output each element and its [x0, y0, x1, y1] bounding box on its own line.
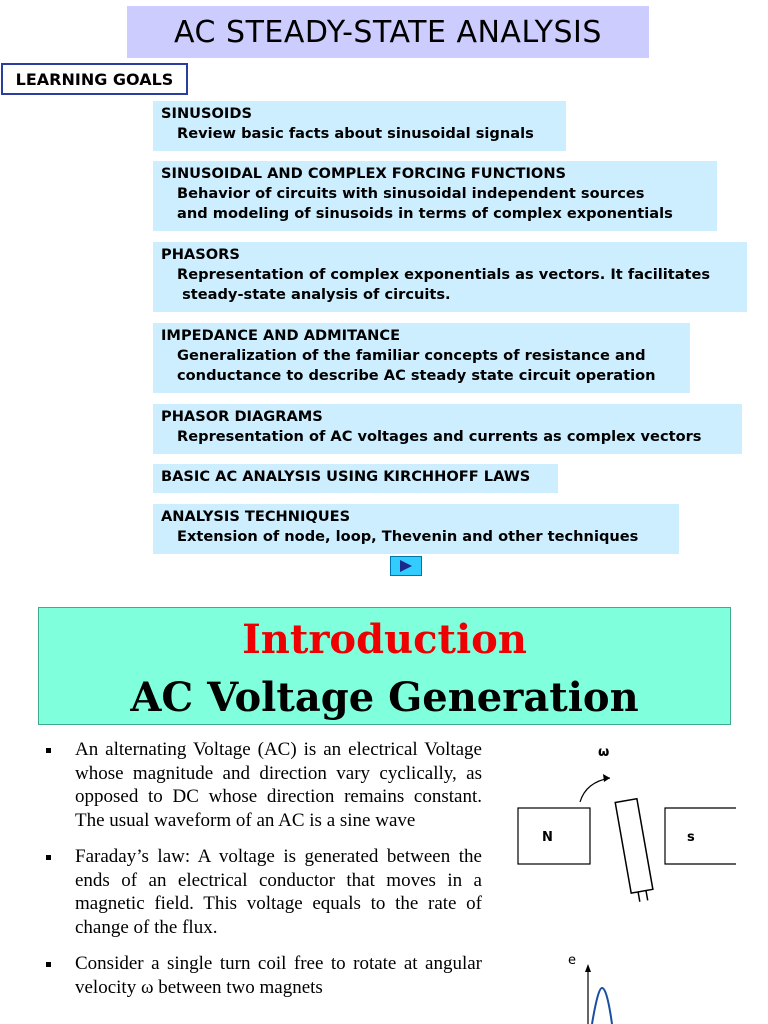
goal-text: conductance to describe AC steady state circuit operation — [177, 367, 656, 384]
goal-sinusoids — [153, 101, 566, 151]
goal-text: steady-state analysis of circuits. — [177, 286, 451, 303]
north-label: N — [542, 830, 553, 845]
goal-heading: BASIC AC ANALYSIS USING KIRCHHOFF LAWS — [161, 468, 531, 485]
goal-text: Review basic facts about sinusoidal signals — [177, 125, 534, 142]
goal-analysis-techniques — [153, 504, 679, 554]
bullet-text: An alternating Voltage (AC) is an electrical Voltage whose magnitude and direction vary cyclically, as opposed to DC whose direction remains constant. The usual waveform of an AC is a sine wave — [75, 739, 482, 831]
axis-e-label: e — [568, 953, 576, 968]
goal-text: Extension of node, loop, Thevenin and other techniques — [177, 528, 639, 545]
bullet-icon — [46, 748, 51, 753]
omega-label: ω — [598, 745, 610, 760]
goal-text: Generalization of the familiar concepts of resistance and — [177, 347, 646, 364]
bullet-item — [40, 738, 482, 832]
page-title: AC STEADY-STATE ANALYSIS — [127, 6, 649, 58]
goal-heading: SINUSOIDS — [161, 105, 252, 122]
goal-phasor-diagrams — [153, 404, 742, 454]
south-label: s — [687, 830, 695, 845]
goal-heading: IMPEDANCE AND ADMITANCE — [161, 327, 401, 344]
bullet-list — [40, 738, 482, 1012]
goal-heading: ANALYSIS TECHNIQUES — [161, 508, 351, 525]
rotation-arrow — [580, 778, 610, 802]
bullet-text: Consider a single turn coil free to rotate at angular velocity ω between two magnets — [75, 953, 482, 998]
goal-kirchhoff — [153, 464, 558, 493]
goal-heading: SINUSOIDAL AND COMPLEX FORCING FUNCTIONS — [161, 165, 567, 182]
rotating-coil — [615, 799, 654, 903]
generator-diagram — [510, 740, 750, 1024]
goal-phasors — [153, 242, 747, 312]
intro-banner — [38, 607, 731, 725]
goal-heading: PHASORS — [161, 246, 240, 263]
bullet-icon — [46, 962, 51, 967]
goal-forcing-functions — [153, 161, 717, 231]
bullet-item — [40, 952, 482, 999]
goal-text: Representation of AC voltages and currents as complex vectors — [177, 428, 702, 445]
goal-heading: PHASOR DIAGRAMS — [161, 408, 323, 425]
next-slide-button[interactable] — [390, 556, 422, 576]
intro-subtitle: AC Voltage Generation — [130, 674, 639, 721]
intro-title: Introduction — [242, 616, 527, 663]
goal-text: Behavior of circuits with sinusoidal independent sources — [177, 185, 645, 202]
goal-text: and modeling of sinusoids in terms of complex exponentials — [177, 205, 673, 222]
bullet-text: Faraday’s law: A voltage is generated between the ends of an electrical conductor that moves in a magnetic field. This voltage equals to the rate of change of the flux. — [75, 846, 482, 938]
learning-goals-label: LEARNING GOALS — [1, 63, 188, 95]
sine-waveform — [592, 988, 612, 1024]
bullet-icon — [46, 855, 51, 860]
rotation-arrowhead-icon — [603, 774, 610, 782]
goal-text: Representation of complex exponentials as vectors. It facilitates — [177, 266, 711, 283]
axis-arrowhead-icon — [585, 964, 591, 972]
goal-impedance — [153, 323, 690, 393]
play-arrow-icon — [399, 559, 413, 573]
south-magnet — [665, 808, 736, 864]
north-magnet — [518, 808, 590, 864]
bullet-item — [40, 845, 482, 939]
